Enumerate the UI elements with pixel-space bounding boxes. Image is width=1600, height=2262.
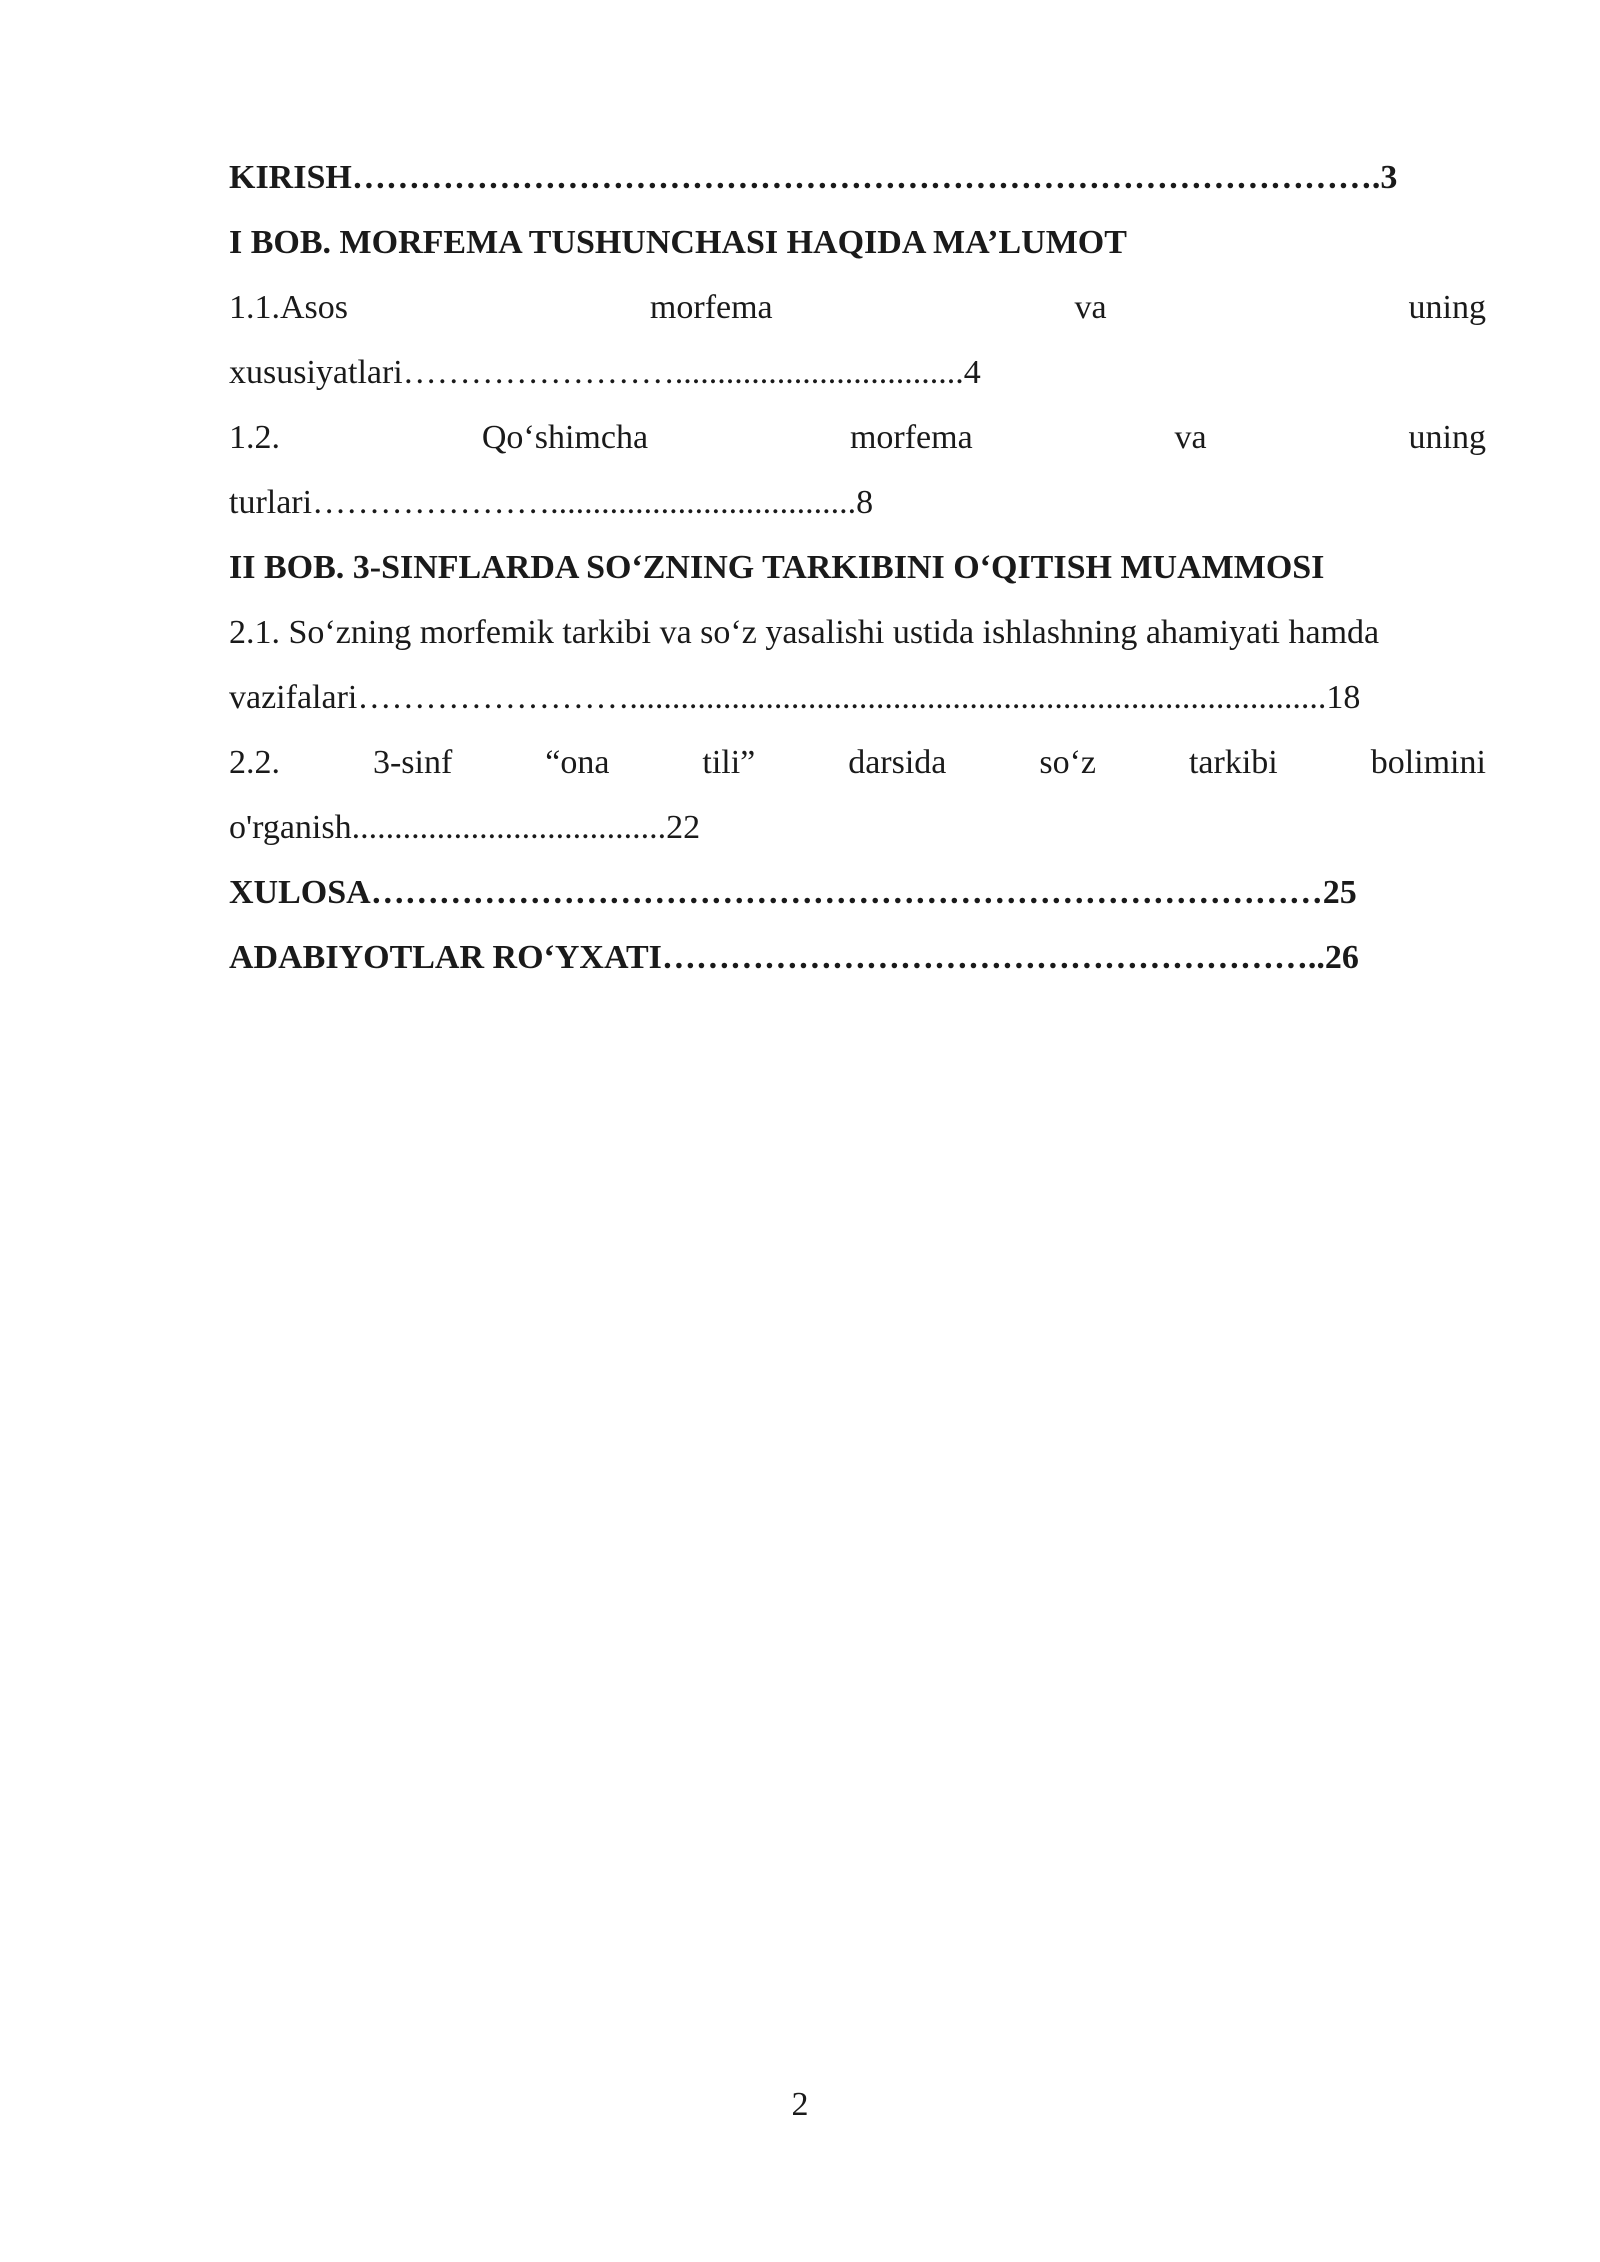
toc-entry-2-1-continuation: vazifalari……………………..................................................................................18 <box>229 679 1361 716</box>
toc-word: morfema <box>849 419 973 456</box>
toc-chapter-1-title: I BOB. MORFEMA TUSHUNCHASI HAQIDA MA’LUMOT <box>229 224 1127 261</box>
toc-word: “ona <box>545 744 610 781</box>
toc-word: uning <box>1408 289 1486 326</box>
toc-word: tarkibi <box>1188 744 1278 781</box>
toc-entry-1-2 <box>229 405 1486 470</box>
toc-entry-adabiyotlar: ADABIYOTLAR RO‘YXATI…………………………………………………..26 <box>229 939 1359 976</box>
toc-entry-1-1-continuation: xususiyatlari……………………..................................4 <box>229 354 981 391</box>
toc-entry-2-2-continuation: o'rganish.....................................22 <box>229 809 701 846</box>
toc-chapter-2-title: II BOB. 3-SINFLARDA SO‘ZNING TARKIBINI O‘QITISH MUAMMOSI <box>229 549 1325 586</box>
toc-word: 3-sinf <box>372 744 453 781</box>
toc-word: bolimini <box>1370 744 1486 781</box>
toc-entry-2-2 <box>229 730 1486 795</box>
toc-entry-xulosa: XULOSA…………………………………………………………………………25 <box>229 874 1357 911</box>
toc-word: so‘z <box>1039 744 1097 781</box>
toc-entry-1-2-continuation: turlari…………………....................................8 <box>229 484 874 521</box>
toc-entry-2-1: 2.1. So‘zning morfemik tarkibi va so‘z yasalishi ustida ishlashning ahamiyati hamda <box>229 614 1380 651</box>
toc-word: uning <box>1408 419 1486 456</box>
table-of-contents <box>229 145 1486 990</box>
toc-word: Qo‘shimcha <box>481 419 649 456</box>
toc-entry-kirish: KIRISH……………………………………………………………………………….3 <box>229 159 1398 196</box>
toc-word: darsida <box>848 744 947 781</box>
toc-word: 1.2. <box>229 419 280 456</box>
page-number: 2 <box>791 2086 809 2123</box>
toc-word: 1.1.Asos <box>229 289 349 326</box>
toc-entry-1-1 <box>229 275 1486 340</box>
toc-word: morfema <box>649 289 773 326</box>
toc-word: va <box>1074 289 1107 326</box>
toc-word: 2.2. <box>229 744 280 781</box>
toc-word: tili” <box>702 744 756 781</box>
toc-word: va <box>1174 419 1207 456</box>
